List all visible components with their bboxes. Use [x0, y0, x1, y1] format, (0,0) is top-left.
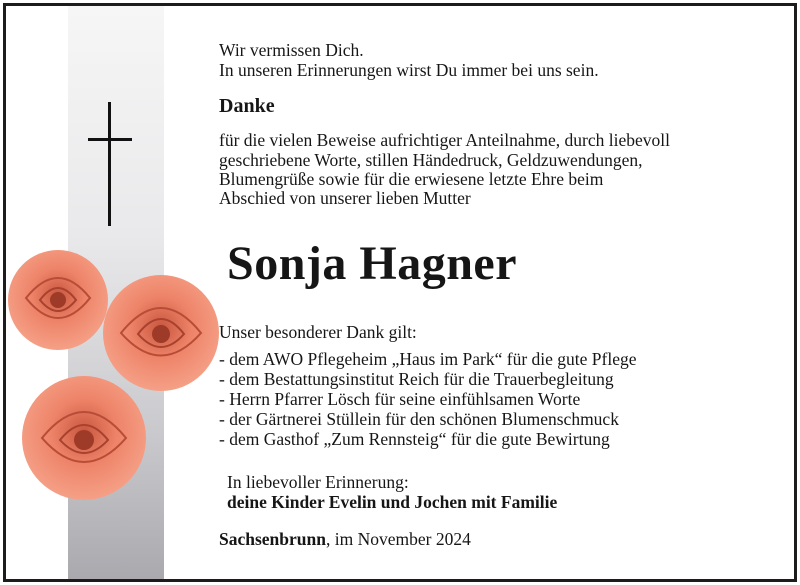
place: Sachsenbrunn	[219, 529, 326, 549]
thanks-line-2: geschriebene Worte, stillen Händedruck, Geldzuwendungen,	[219, 150, 643, 170]
remembrance-line: In liebevoller Erinnerung:	[227, 472, 409, 492]
thanks-line-1: für die vielen Beweise aufrichtiger Anteilnahme, durch liebevoll	[219, 130, 670, 150]
roses-image	[6, 238, 226, 518]
list-item: - dem Gasthof „Zum Rennsteig“ für die gute Bewirtung	[219, 429, 637, 449]
family-signature: deine Kinder Evelin und Jochen mit Familie	[227, 492, 558, 512]
rose-top-left	[8, 250, 108, 350]
thanks-line-3: Blumengrüße sowie für die erwiesene letzte Ehre beim	[219, 169, 604, 189]
list-item: - der Gärtnerei Stüllein für den schönen Blumenschmuck	[219, 409, 637, 429]
intro-line-1: Wir vermissen Dich.	[219, 40, 364, 60]
list-item: - Herrn Pfarrer Lösch für seine einfühlsamen Worte	[219, 389, 637, 409]
rose-bottom	[22, 376, 146, 500]
list-item: - dem AWO Pflegeheim „Haus im Park“ für die gute Pflege	[219, 349, 637, 369]
place-date	[219, 529, 471, 549]
intro-line-2: In unseren Erinnerungen wirst Du immer bei uns sein.	[219, 60, 599, 80]
rose-top-right	[103, 275, 219, 391]
list-item: - dem Bestattungsinstitut Reich für die Trauerbegleitung	[219, 369, 637, 389]
date: , im November 2024	[326, 529, 471, 549]
special-thanks-heading: Unser besonderer Dank gilt:	[219, 322, 417, 342]
thanks-line-4: Abschied von unserer lieben Mutter	[219, 188, 471, 208]
cross-icon	[86, 102, 134, 226]
special-thanks-list	[219, 349, 637, 449]
thanks-heading: Danke	[219, 95, 275, 117]
obituary-card	[3, 3, 797, 582]
deceased-name: Sonja Hagner	[227, 237, 518, 290]
